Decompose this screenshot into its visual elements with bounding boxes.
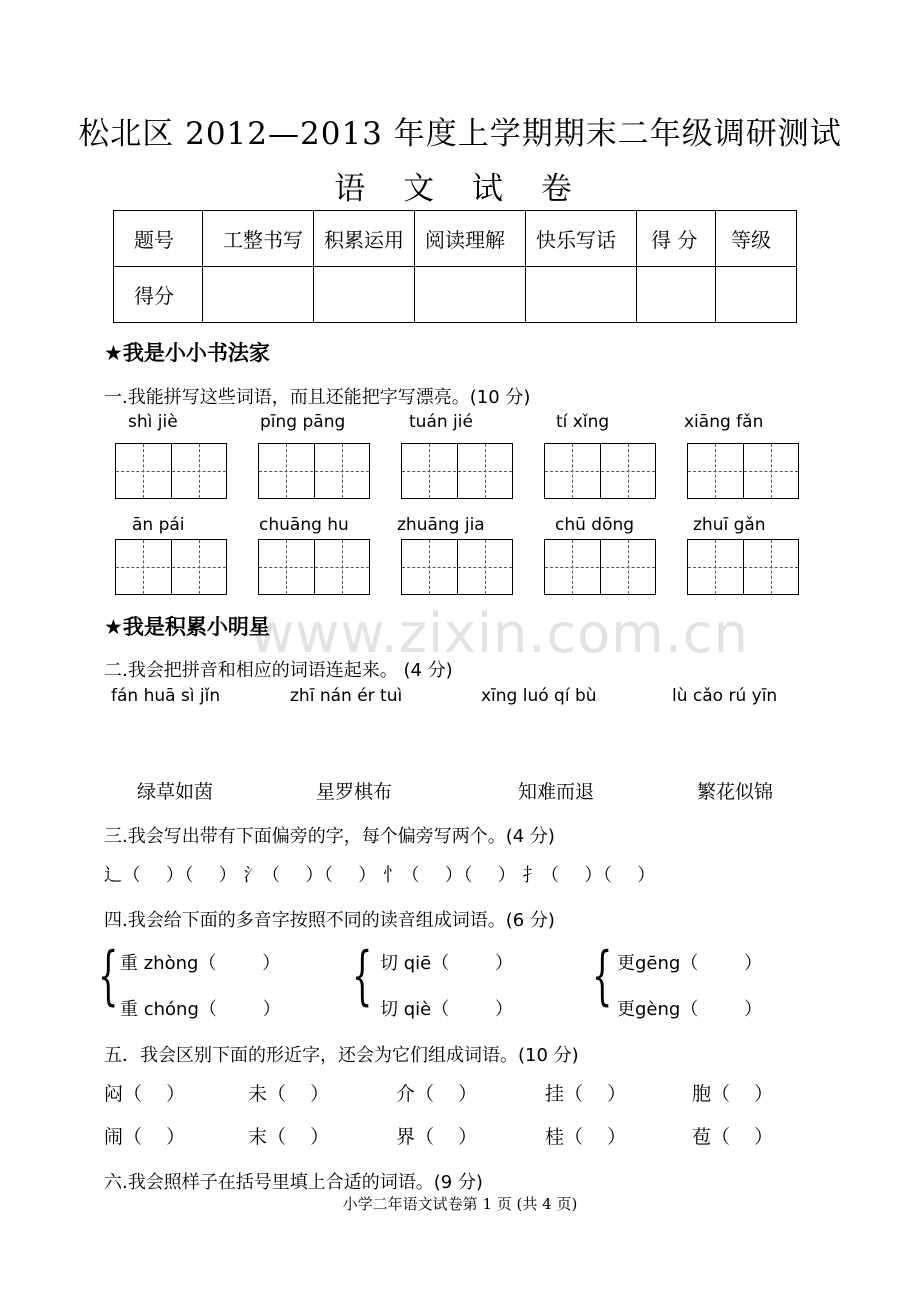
watermark: www.zixin.com.cn	[250, 602, 749, 665]
score-cell[interactable]	[415, 267, 526, 323]
score-cell[interactable]	[314, 267, 415, 323]
score-table	[113, 210, 797, 323]
similar-char-field[interactable]: 苞（ ）	[692, 1126, 774, 1148]
section-heading-calligraphy: ★我是小小书法家	[104, 341, 270, 365]
header-cell-accumulation: 积累运用	[314, 211, 415, 267]
exam-subtitle: 语 文 试 卷	[334, 171, 586, 207]
pinyin-label: pīng pāng	[260, 412, 346, 432]
pinyin-option: zhī nán ér tuì	[290, 686, 403, 706]
score-row-label: 得分	[114, 267, 203, 323]
question-6-text: 六.我会照样子在括号里填上合适的词语。(9 分)	[104, 1172, 483, 1193]
radical-fill-row[interactable]: 辶（ ）（ ） 氵（ ）（ ） 忄（ ）（ ） 扌（ ）（ ）	[104, 865, 656, 886]
similar-char-field[interactable]: 闹（ ）	[104, 1126, 186, 1148]
score-table-header-row	[114, 211, 797, 267]
question-4-text: 四.我会给下面的多音字按照不同的读音组成词语。(6 分)	[104, 910, 555, 931]
section-heading-accumulation: ★我是积累小明星	[104, 615, 270, 639]
similar-char-field[interactable]: 闷（ ）	[104, 1083, 186, 1105]
header-cell-score: 得 分	[637, 211, 716, 267]
writing-grid[interactable]	[258, 443, 370, 499]
page-footer: 小学二年语文试卷第 1 页 (共 4 页)	[342, 1195, 578, 1213]
writing-grid[interactable]	[544, 443, 656, 499]
writing-grid[interactable]	[544, 539, 656, 595]
pinyin-label: tí xǐng	[556, 412, 610, 432]
writing-grid[interactable]	[258, 539, 370, 595]
writing-grid[interactable]	[115, 443, 227, 499]
pinyin-option: fán huā sì jǐn	[111, 686, 221, 706]
pinyin-option: xīng luó qí bù	[481, 686, 597, 706]
writing-grid[interactable]	[401, 443, 513, 499]
pinyin-label: shì jiè	[128, 412, 178, 432]
brace-icon: {	[352, 939, 373, 1013]
exam-title: 松北区 2012—2013 年度上学期期末二年级调研测试	[78, 116, 842, 152]
score-cell[interactable]	[203, 267, 314, 323]
pinyin-label: zhuāng jia	[397, 515, 485, 535]
writing-grid[interactable]	[687, 443, 799, 499]
brace-icon: {	[592, 939, 613, 1013]
idiom-word: 繁花似锦	[697, 781, 774, 803]
header-cell-reading: 阅读理解	[415, 211, 526, 267]
polyphone-field[interactable]: 更gēng（ ）	[617, 953, 763, 974]
similar-char-field[interactable]: 介（ ）	[396, 1083, 478, 1105]
brace-icon: {	[98, 939, 119, 1013]
header-cell-writing: 快乐写话	[526, 211, 637, 267]
pinyin-label: xiāng fǎn	[684, 412, 764, 432]
question-2-text: 二.我会把拼音和相应的词语连起来。 (4 分)	[104, 660, 453, 681]
polyphone-field[interactable]: 更gèng（ ）	[617, 999, 763, 1020]
pinyin-option: lù cǎo rú yīn	[672, 686, 778, 706]
pinyin-label: zhuī gǎn	[693, 515, 766, 535]
writing-grid[interactable]	[687, 539, 799, 595]
header-cell-number: 题号	[114, 211, 203, 267]
idiom-word: 绿草如茵	[137, 781, 214, 803]
score-table-score-row	[114, 267, 797, 323]
header-cell-grade: 等级	[716, 211, 797, 267]
score-cell[interactable]	[526, 267, 637, 323]
similar-char-field[interactable]: 挂（ ）	[545, 1083, 627, 1105]
polyphone-field[interactable]: 重 zhòng（ ）	[120, 953, 281, 974]
polyphone-field[interactable]: 重 chóng（ ）	[120, 999, 281, 1020]
polyphone-field[interactable]: 切 qiē（ ）	[380, 953, 513, 974]
writing-grid[interactable]	[115, 539, 227, 595]
score-cell[interactable]	[716, 267, 797, 323]
similar-char-field[interactable]: 未（ ）	[248, 1083, 330, 1105]
question-5-text: 五．我会区别下面的形近字，还会为它们组成词语。(10 分)	[104, 1045, 579, 1066]
pinyin-label: tuán jié	[409, 412, 473, 432]
pinyin-label: chuāng hu	[259, 515, 349, 535]
pinyin-label: ān pái	[132, 515, 185, 535]
similar-char-field[interactable]: 界（ ）	[396, 1126, 478, 1148]
similar-char-field[interactable]: 桂（ ）	[545, 1126, 627, 1148]
similar-char-field[interactable]: 胞（ ）	[692, 1083, 774, 1105]
idiom-word: 知难而退	[518, 781, 595, 803]
writing-grid[interactable]	[401, 539, 513, 595]
question-1-text: 一.我能拼写这些词语，而且还能把字写漂亮。(10 分)	[104, 387, 531, 408]
polyphone-field[interactable]: 切 qiè（ ）	[380, 999, 513, 1020]
similar-char-field[interactable]: 末（ ）	[248, 1126, 330, 1148]
score-cell[interactable]	[637, 267, 716, 323]
question-3-text: 三.我会写出带有下面偏旁的字，每个偏旁写两个。(4 分)	[104, 826, 555, 847]
idiom-word: 星罗棋布	[316, 781, 393, 803]
pinyin-label: chū dōng	[555, 515, 635, 535]
header-cell-handwriting: 工整书写	[203, 211, 314, 267]
